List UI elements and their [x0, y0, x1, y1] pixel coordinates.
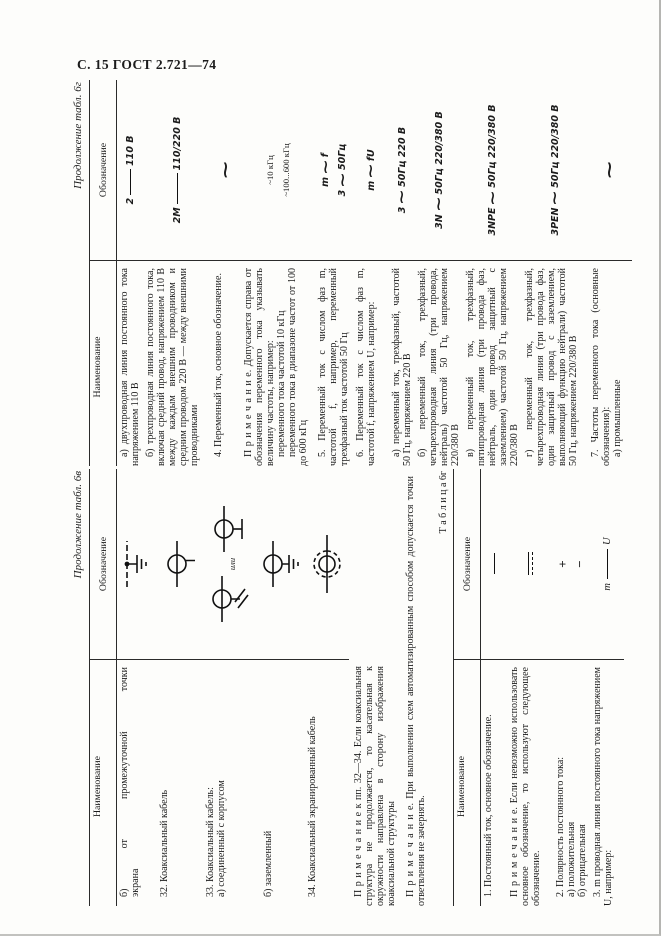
row-name: П р и м е ч а н и е. Если невозможно использовать основное обозначение, то используют следующее обозначение. [509, 667, 542, 906]
row-name: а) двухпроводная линия постоянного тока напряжением 110 В [119, 268, 141, 466]
table-6v-header [90, 469, 117, 906]
row-name-line2: экрана [130, 868, 141, 897]
coax-connected-to-frame-bar-symbol [214, 506, 250, 552]
table-row [463, 80, 522, 466]
row-name: б) трехпроводная линия постоянного тока, включая средний провод, напряжением 110 В между каждым внешним проводником и средним проводом 220 В — между внешними проводниками [145, 268, 200, 466]
symbol-prefix: m [365, 180, 377, 191]
tilde-glyph: ~ [431, 196, 447, 213]
row-name: 5. Переменный ток с числом фаз m, частотой f, например, переменный трехфазный ток частотой 50 Гц [317, 268, 350, 466]
plus-polarity-symbol: + [555, 560, 570, 568]
table-row [117, 80, 143, 466]
row-name: б) заземленный [263, 830, 274, 897]
note-32-34: П р и м е ч а н и е к пп. 32—34. Если коаксиальная структура не продолжается, то касательная к окружности направлена в сторону изображения коаксиальной структуры [353, 666, 397, 906]
note-example2: переменного тока в диапазоне частот от 100 до 600 кГц [287, 268, 309, 466]
screen-ground-symbol [122, 541, 152, 587]
symbol-value: 50Гц 220/380 В [433, 111, 445, 195]
symbol-prefix: m [320, 176, 331, 187]
coax-grounded-symbol [263, 541, 303, 587]
m-wire-line-symbol [602, 537, 613, 590]
symbol-value: 50Гц 220/380 В [487, 104, 498, 188]
tilde-glyph: ~ [363, 163, 379, 179]
symbol-value: fU [365, 149, 377, 162]
table-row [588, 80, 632, 466]
table-row [389, 80, 415, 466]
symbol-prefix: 3 [337, 189, 348, 197]
row-name: 7. Частоты переменного тока (основные обозначения): [590, 268, 612, 466]
row-name: а) переменный ток, трехфазный, частотой 50 Гц, напряжением 220 В [391, 268, 413, 466]
symbol-prefix: 3 [396, 206, 408, 214]
three-phase-50hz-symbol [334, 143, 351, 197]
row-name: 6. Переменный ток с числом фаз m, частотой f, напряжением U, например: [355, 268, 377, 466]
or-label: или [227, 557, 237, 571]
table-row [305, 469, 349, 906]
row-name: 32. Коаксиальный кабель [159, 789, 170, 897]
table-row [415, 80, 463, 466]
column-header-symbol: Обозначение [98, 142, 109, 198]
table-row [241, 80, 315, 466]
table-row [261, 469, 305, 906]
symbol-value: f [320, 153, 331, 158]
row-name-line2: а) соединенный с корпусом [216, 780, 227, 897]
tilde-glyph: ~ [484, 189, 501, 206]
table-6g-section [72, 80, 632, 466]
row-name: б) переменный ток, трехфазный, четырехпроводная линия (три провода, нейтраль) частотой 50 Гц, напряжением 220/380 В [417, 268, 461, 466]
column-header-name: Наименование [454, 659, 480, 906]
line-glyph [607, 549, 608, 579]
table-row [203, 469, 261, 906]
three-phase-220v-symbol [394, 126, 410, 214]
direct-current-alt-symbol [528, 553, 533, 576]
symbol-m: m [601, 583, 613, 591]
three-phase-pen-symbol [547, 104, 563, 236]
row-name-line2: а) положительная [566, 821, 577, 897]
row-name: 4. Переменный ток, основное обозначение. [213, 273, 224, 457]
row-name: г) переменный ток, трехфазный, четырехпроводная линия (три провода фаз, один защитный провод с заземлением, выполняющий функцию нейтрали) частотой 50 Гц, напряжением 220/380 В [524, 268, 579, 466]
tilde-glyph: ~ [317, 159, 334, 176]
column-header-name: Наименование [90, 260, 116, 466]
table-6g-label: Т а б л и ц а 6г [438, 471, 449, 534]
three-phase-neutral-symbol [431, 111, 447, 229]
table-row [590, 469, 624, 906]
table-6g-continued [89, 80, 632, 466]
tilde-glyph: ~ [394, 188, 410, 205]
column-header-name: Наименование [90, 659, 116, 906]
dc-two-wire-symbol [125, 136, 136, 205]
direct-current-symbol [494, 554, 495, 575]
row-name: 33. Коаксиальный кабель: [205, 787, 216, 897]
symbol-value: 50Гц 220/380 В [549, 104, 561, 188]
symbol-u: U [601, 537, 613, 545]
tilde-glyph: ~ [334, 171, 351, 188]
column-header-symbol: Обозначение [98, 536, 109, 592]
row-name: 1. Постоянный ток, основное обозначение. [483, 714, 494, 897]
symbol-prefix: 3NPE [487, 207, 498, 236]
symbol-prefix: 2 [124, 197, 136, 205]
symbol-prefix: 3PEN [549, 207, 561, 236]
table-row [143, 80, 211, 466]
table-6g-header [454, 469, 481, 906]
m-phase-f-symbol [317, 153, 334, 187]
tilde-glyph: ~ [547, 189, 563, 206]
row-name-line3: б) отрицательная [577, 824, 588, 897]
coax-connected-to-frame-hatched-symbol [212, 576, 252, 622]
table-row [211, 80, 241, 466]
continuation-label-6v: Продолжение табл. 6в [72, 471, 84, 579]
table-header [90, 80, 117, 466]
line-glyph [177, 173, 178, 204]
line-glyph [130, 169, 131, 195]
row-name: б) от промежуточной точки [119, 667, 130, 897]
continuation-label-6g: Продолжение табл. 6г [72, 82, 84, 189]
row-name: 3. m проводная линия постоянного тока напряжением U, например: [592, 667, 614, 906]
symbol-value: 50Гц [337, 143, 348, 170]
table-row [353, 80, 389, 466]
table-row [117, 469, 157, 906]
symbol-value: 110 В [124, 135, 136, 166]
table-row [315, 80, 353, 466]
page-title: С. 15 ГОСТ 2.721—74 [77, 57, 217, 72]
row-name: 2. Полярность постоянного тока: [555, 756, 566, 897]
column-header-symbol: Обозначение [462, 536, 473, 592]
screened-coaxial-cable-symbol [310, 535, 344, 593]
table-row [553, 469, 590, 906]
table-row [481, 469, 507, 906]
ac-10khz-symbol: ~10 кГц [265, 155, 275, 185]
minus-polarity-symbol: − [572, 560, 587, 568]
row-name: 34. Коаксиальный экранированный кабель [307, 716, 318, 897]
note-automated: П р и м е ч а н и е. При выполнении схем автоматизированным способом допускается точки ответвления не зачернять. [405, 476, 427, 906]
table-6v-section [72, 469, 624, 906]
alternating-current-symbol: ~ [216, 160, 236, 180]
symbol-prefix: 3N [433, 214, 445, 229]
row-name-line2: а) промышленные [612, 379, 623, 457]
coaxial-cable-symbol [164, 541, 197, 587]
table-6v [89, 469, 431, 906]
three-phase-npe-symbol [484, 104, 501, 236]
symbol-value: 110/220 В [171, 116, 183, 171]
table-row [507, 469, 553, 906]
table-row [157, 469, 203, 906]
note-intro: П р и м е ч а н и е. Допускается справа от обозначения переменного тока указывать величину частоты, например: [243, 268, 276, 466]
table-6g-start [453, 469, 624, 906]
note-example1: переменного тока частотой 10 кГц [276, 310, 287, 457]
table-row [522, 80, 588, 466]
symbol-prefix: 2М [171, 207, 183, 224]
dc-three-wire-symbol [172, 117, 183, 224]
industrial-frequency-symbol: ~ [600, 160, 620, 180]
row-name: в) переменный ток, трехфазный, пятипроводная линия (три провода фаз, нейтраль, один провод защитный с заземлением) частотой 50 Гц, напряжением 220/380 В [465, 268, 520, 466]
m-phase-f-u-symbol [363, 149, 379, 191]
ac-100-600khz-symbol: ~100...600 кГц [281, 143, 291, 197]
symbol-value: 50Гц 220 В [396, 126, 408, 187]
